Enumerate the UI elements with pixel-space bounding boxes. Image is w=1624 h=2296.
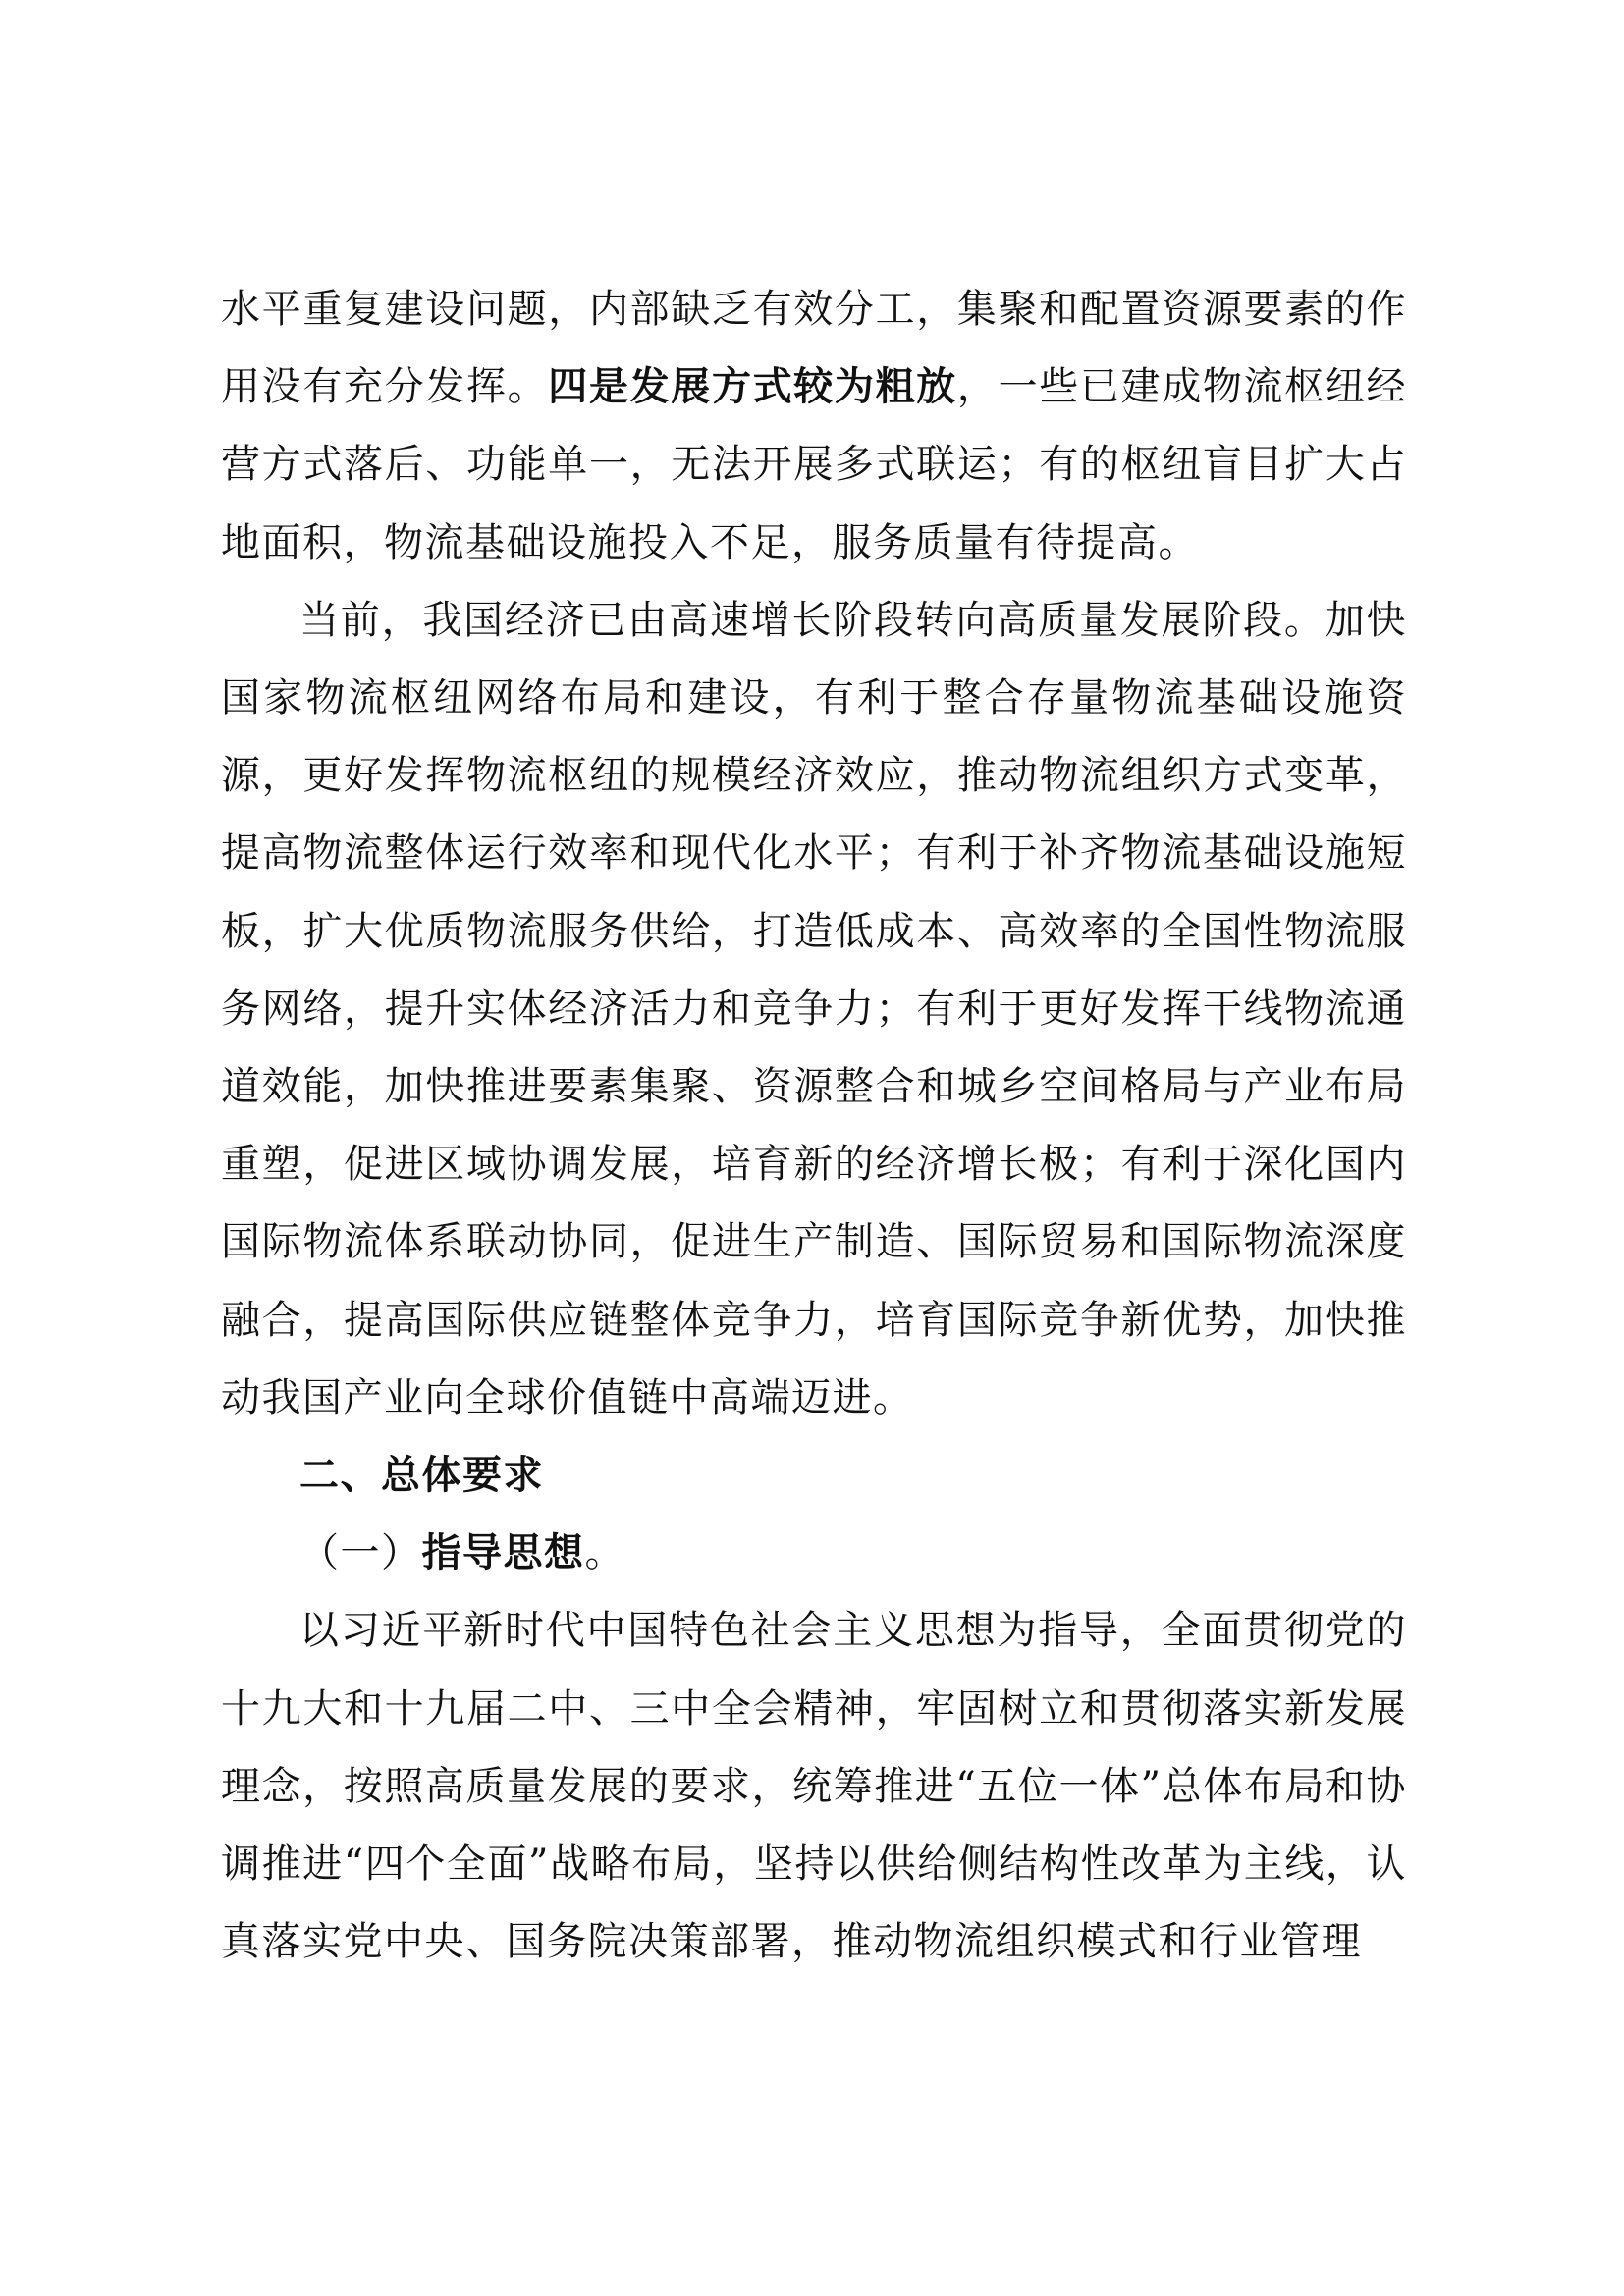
- paragraph-current-stage: 当前，我国经济已由高速增长阶段转向高质量发展阶段。加快国家物流枢纽网络布局和建设，有利于整合存量物流基础设施资源，更好发挥物流枢纽的规模经济效应，推动物流组织方式变革，提高物流整体运行效率和现代化水平；有利于补齐物流基础设施短板，扩大优质物流服务供给，打造低成本、高效率的全国性物流服务网络，提升实体经济活力和竞争力；有利于更好发挥干线物流通道效能，加快推进要素集聚、资源整合和城乡空间格局与产业布局重塑，促进区域协调发展，培育新的经济增长极；有利于深化国内国际物流体系联动协同，促进生产制造、国际贸易和国际物流深度融合，提高国际供应链整体竞争力，培育国际竞争新优势，加快推动我国产业向全球价值链中高端迈进。: [221, 597, 1407, 1420]
- subsection-title: 指导思想: [421, 1530, 585, 1576]
- subsection-heading: [221, 1515, 1407, 1592]
- subsection-number: （一）: [299, 1530, 422, 1576]
- paragraph-guiding-thought: 以习近平新时代中国特色社会主义思想为指导，全面贯彻党的十九大和十九届二中、三中全会精神，牢固树立和贯彻落实新发展理念，按照高质量发展的要求，统筹推进“五位一体”总体布局和协调推进“四个全面”战略布局，坚持以供给侧结构性改革为主线，认真落实党中央、国务院决策部署，推动物流组织模式和行业管理: [221, 1608, 1407, 1965]
- subsection-period: 。: [584, 1530, 625, 1576]
- section-heading: 二、总体要求: [299, 1453, 544, 1499]
- paragraph-text: ，一些已建成物流枢纽经营方式落后、功能单一，无法开展多式联运；有的枢纽盲目扩大占地面积，物流基础设施投入不足，服务质量有待提高。: [221, 364, 1408, 565]
- bold-phrase: 四是发展方式较为粗放: [548, 364, 957, 410]
- paragraph-continued: [221, 271, 1407, 582]
- document-body: [221, 271, 1407, 1981]
- paragraph-text: 水平重复建设问题，内部缺乏有效分工，集聚和配置资源要素的作用没有充分发挥。: [221, 287, 1407, 410]
